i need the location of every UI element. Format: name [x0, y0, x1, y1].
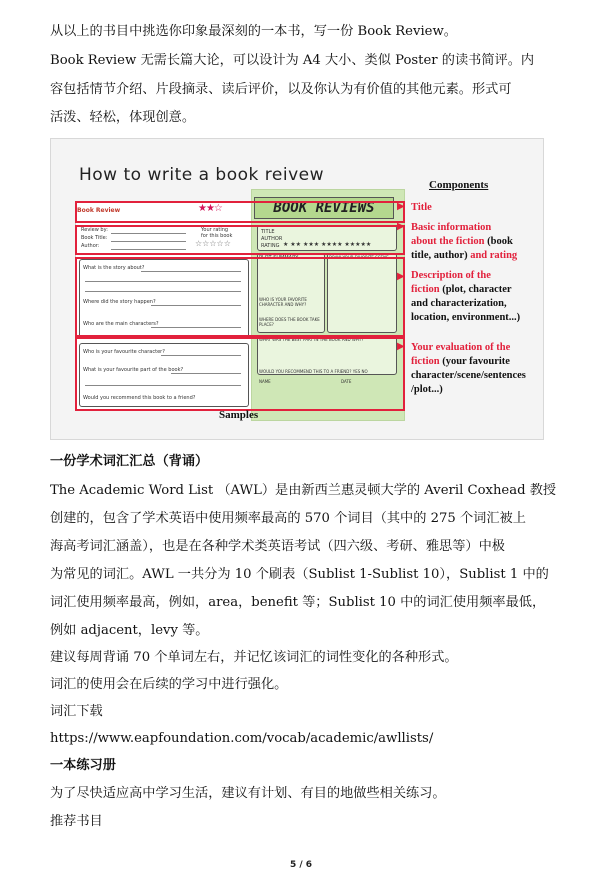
label-your-rating: Your rating — [201, 227, 229, 233]
comp-3b-red: fiction — [411, 284, 440, 295]
figure-title: How to write a book reivew — [79, 165, 324, 185]
page-number: 5 / 6 — [289, 860, 313, 870]
section2-line-1: 为了尽快适应高中学习生活，建议有计划、有目的地做些相关练习。 — [50, 786, 446, 801]
comp-3c: and characterization, — [411, 298, 507, 309]
label-author: Author: — [81, 243, 100, 249]
comp-4c: character/scene/sentences — [411, 370, 526, 381]
intro-line-4: 活泼、轻松，体现创意。 — [50, 110, 196, 125]
section2-line-2: 推荐书目 — [50, 814, 103, 829]
comp-4b-red: fiction — [411, 356, 440, 367]
book-reviews-banner: BOOK REVIEWS — [254, 197, 394, 219]
arrow-right-icon: ▶ — [397, 201, 405, 212]
comp-2c-black: title, author) — [411, 250, 468, 261]
comp-2a: Basic information — [411, 222, 492, 233]
label-recommend: Would you recommend this book to a friend? — [83, 395, 196, 401]
g-char: WHO IS YOUR FAVORITE CHARACTER AND WHY? — [259, 297, 307, 307]
label-where: Where did the story happen? — [83, 299, 156, 305]
label-fav-char: Who is your favourite character? — [83, 349, 165, 355]
label-book-title: Book Title: — [81, 235, 108, 241]
g-summary: PLOT SUMMARY — [259, 255, 299, 261]
section1-line-4: 为常见的词汇。AWL 一共分为 10 个刷表（Sublist 1-Sublist 10），Sublist 1 中的 — [50, 567, 549, 582]
section1-line-5: 词汇使用频率最高，例如，area，benefit 等；Sublist 10 中的词汇使用频率最低， — [50, 595, 546, 610]
g-name: NAME — [259, 379, 271, 384]
section2-heading: 一本练习册 — [50, 758, 116, 773]
section1-line-8: 词汇的使用会在后续的学习中进行强化。 — [50, 677, 288, 692]
label-review-by: Review by: — [81, 227, 108, 233]
arrow-right-icon: ▶ — [397, 221, 405, 232]
comp-4b-black: (your favourite — [439, 356, 510, 367]
intro-line-3: 容包括情节介绍、片段摘录、读后评价，以及你认为有价值的其他元素。形式可 — [50, 82, 512, 97]
samples-label: Samples — [219, 409, 259, 421]
component-basic-info — [411, 221, 517, 263]
comp-3a: Description of the — [411, 270, 491, 281]
section1-line-9: 词汇下载 — [50, 704, 103, 719]
awl-download-link[interactable]: https://www.eapfoundation.com/vocab/academic/awllists/ — [50, 731, 434, 746]
g-scene: DRAW YOUR FAVORITE SCENE — [329, 255, 389, 260]
section1-line-1: The Academic Word List （AWL）是由新西兰惠灵顿大学的 Averil Coxhead 教授 — [50, 483, 557, 498]
components-title: Components — [429, 179, 489, 191]
red-box-evaluation — [75, 337, 405, 411]
label-fav-part: What is your favourite part of the book? — [83, 367, 184, 373]
label-story: What is the story about? — [83, 265, 145, 271]
comp-4a: Your evaluation of the — [411, 342, 511, 353]
intro-line-1: 从以上的书目中挑选你印象最深刻的一本书，写一份 Book Review。 — [50, 24, 457, 39]
comp-3d: location, environment...) — [411, 312, 521, 323]
comp-3b-black: (plot, character — [439, 284, 512, 295]
g-rating: RATING — [261, 243, 280, 249]
g-where: WHERE DOES THE BOOK TAKE PLACE? — [259, 317, 320, 327]
red-box-title — [75, 201, 405, 223]
arrow-right-icon: ▶ — [397, 271, 405, 282]
g-rating-stars-icon: ★ ★★ ★★★ ★★★★ ★★★★★ — [283, 241, 372, 248]
comp-2b-black: (book — [484, 236, 513, 247]
g-author: AUTHOR — [261, 236, 283, 242]
empty-stars-icon: ☆☆☆☆☆ — [195, 239, 231, 248]
component-description — [411, 269, 520, 325]
intro-line-2: Book Review 无需长篇大论，可以设计为 A4 大小、类似 Poster 的读书简评。内 — [50, 53, 535, 68]
label-who: Who are the main characters? — [83, 321, 159, 327]
section1-line-2: 创建的，包含了学术英语中使用频率最高的 570 个词目（其中的 275 个词汇被上 — [50, 511, 526, 526]
g-title: TITLE — [261, 229, 275, 235]
red-box-description — [75, 257, 405, 337]
comp-1: Title — [411, 202, 432, 213]
component-evaluation — [411, 341, 526, 397]
g-recommend: WOULD YOU RECOMMEND THIS TO A FRIEND? YES NO — [259, 369, 368, 374]
section1-heading: 一份学术词汇汇总（背诵） — [50, 454, 209, 469]
rating-stars-icon: ★★☆ — [198, 203, 222, 214]
arrow-right-icon: ▶ — [397, 341, 405, 352]
comp-2b-red: about the fiction — [411, 236, 485, 247]
red-box-basic-info — [75, 225, 405, 255]
g-best: WHAT WAS THE BEST PART IN THE BOOK AND WHY? — [259, 337, 364, 342]
component-title — [411, 201, 432, 215]
book-review-figure — [50, 138, 544, 440]
comp-2c-red: and rating — [467, 250, 518, 261]
label-for-this-book: for this book — [201, 233, 233, 239]
g-date: DATE — [341, 379, 352, 384]
comp-4d: /plot...) — [411, 384, 443, 395]
section1-line-3: 海高考词汇涵盖），也是在各种学术类英语考试（四六级、考研、雅思等）中极 — [50, 539, 505, 554]
section1-line-6: 例如 adjacent，levy 等。 — [50, 623, 209, 638]
section1-line-7: 建议每周背诵 70 个单词左右，并记忆该词汇的词性变化的各种形式。 — [50, 650, 458, 665]
sheet-title: Book Review — [77, 207, 121, 214]
